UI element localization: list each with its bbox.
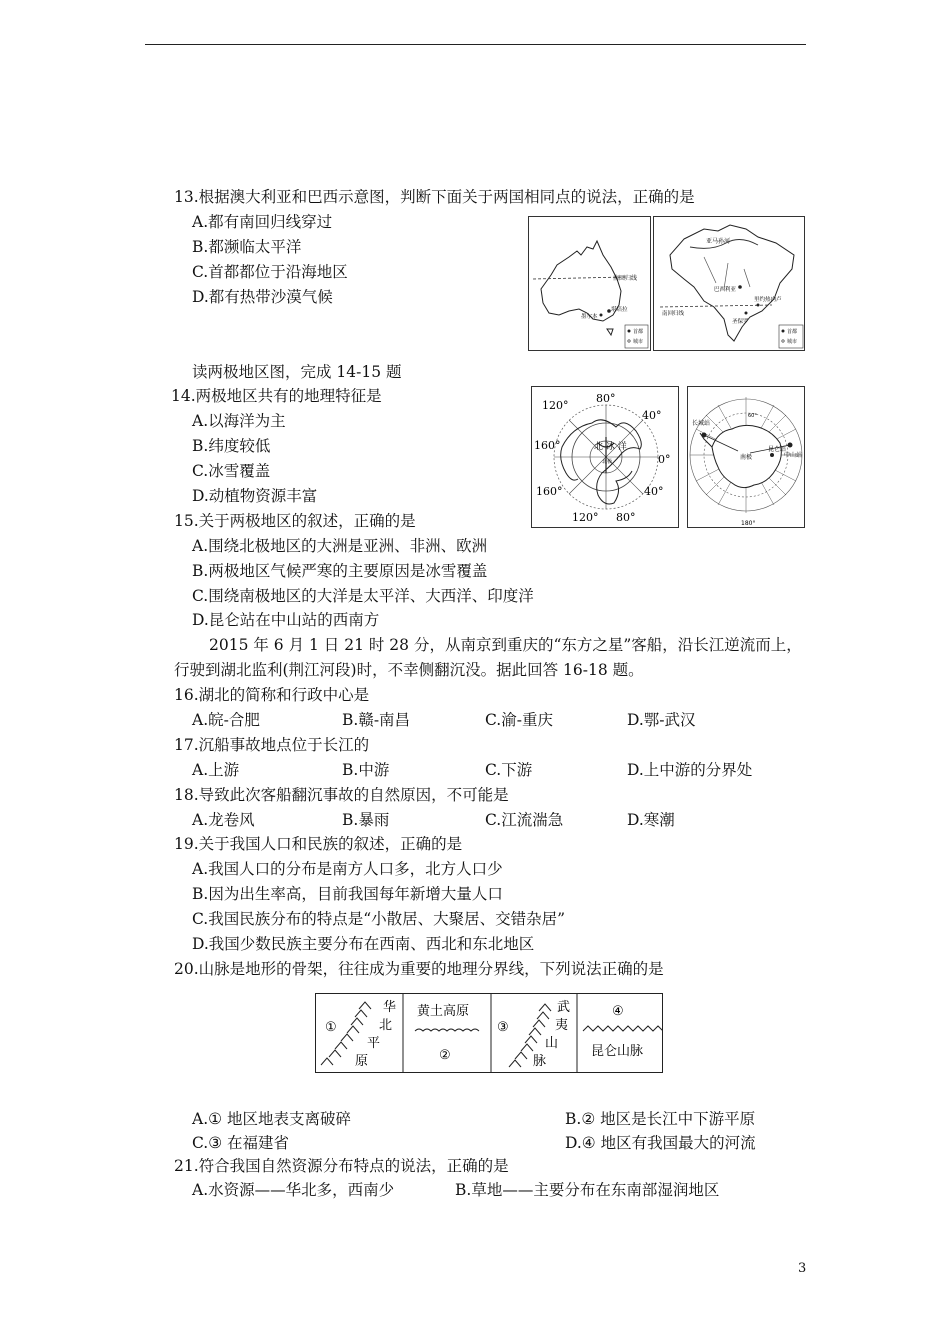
arctic-lon-80-top: 80° — [596, 392, 616, 405]
q15-option-a: A.围绕北极地区的大洲是亚洲、非洲、欧洲 — [192, 537, 488, 555]
q20-stem: 20.山脉是地形的骨架，往往成为重要的地理分界线，下列说法正确的是 — [174, 960, 664, 978]
antarctic-great-wall: 长城站 — [692, 420, 711, 427]
q15-option-b: B.两极地区气候严寒的主要原因是冰雪覆盖 — [192, 562, 488, 580]
q13-option-d: D.都有热带沙漠气候 — [192, 288, 333, 306]
aus-legend-city: 城市 — [633, 339, 644, 345]
bra-label-tropic: 南回归线 — [662, 311, 685, 317]
q16-option-a: A.皖-合肥 — [192, 711, 260, 729]
q14-option-d: D.动植物资源丰富 — [192, 487, 318, 505]
passage-line2: 行驶到湖北监利(荆江河段)时，不幸侧翻沉没。据此回答 16-18 题。 — [174, 661, 644, 679]
q18-option-c: C.江流湍急 — [485, 811, 564, 829]
panel3-char-1: 武 — [557, 1000, 571, 1015]
kunlun-station-icon — [770, 453, 774, 457]
panel1-number: ① — [325, 1020, 337, 1035]
q17-stem: 17.沉船事故地点位于长江的 — [174, 736, 370, 754]
q20-option-c: C.③ 在福建省 — [192, 1134, 290, 1152]
q15-stem: 15.关于两极地区的叙述，正确的是 — [174, 512, 416, 530]
q14-stem: 14.两极地区共有的地理特征是 — [171, 387, 382, 405]
q20-option-a: A.① 地区地表支离破碎 — [192, 1110, 351, 1128]
arctic-lon-120-bottom: 120° — [572, 511, 599, 524]
antarctic-map — [687, 386, 805, 528]
aus-legend-capital: 首都 — [633, 329, 644, 335]
q17-option-d: D.上中游的分界处 — [627, 761, 753, 779]
arctic-lon-80-bottom: 80° — [616, 511, 636, 524]
bra-label-saopaulo: 圣保罗 — [732, 319, 749, 325]
q20-figure — [315, 993, 663, 1073]
arctic-lon-40-top: 40° — [642, 409, 662, 422]
q19-option-a: A.我国人口的分布是南方人口多，北方人口少 — [192, 860, 503, 878]
panel1-char-4: 原 — [355, 1054, 369, 1069]
q13-option-c: C.首都都位于沿海地区 — [192, 263, 348, 281]
antarctic-lon-180: 180° — [741, 520, 756, 527]
arctic-pole-label: 北极 — [602, 459, 613, 465]
antarctic-pole: 南极 — [740, 454, 753, 461]
q15-option-d: D.昆仑站在中山站的西南方 — [192, 611, 380, 629]
passage-line1: 2015 年 6 月 1 日 21 时 28 分，从南京到重庆的“东方之星”客船，沿长江逆流而上， — [209, 636, 802, 654]
panel2-number: ② — [439, 1048, 451, 1063]
saopaulo-city-icon — [745, 312, 748, 315]
aus-tropic-label: 南回归线 — [613, 275, 638, 282]
panel1-char-1: 华 — [383, 1000, 397, 1015]
panel3-char-4: 脉 — [533, 1054, 547, 1069]
panel4-label: 昆仑山脉 — [591, 1044, 644, 1059]
arctic-lon-40-bottom: 40° — [644, 485, 664, 498]
brazil-map — [653, 216, 805, 351]
q13-option-b: B.都濒临太平洋 — [192, 238, 302, 256]
bra-label-rio: 里约热内卢 — [754, 297, 782, 303]
q13-option-a: A.都有南回归线穿过 — [192, 213, 333, 231]
arctic-lon-120-top: 120° — [542, 399, 569, 412]
q21-option-b: B.草地——主要分布在东南部湿润地区 — [455, 1181, 720, 1199]
rio-city-icon — [757, 304, 760, 307]
antarctic-lat-60: 60° — [748, 413, 757, 419]
panel4-number: ④ — [612, 1004, 624, 1019]
q20-option-b: B.② 地区是长江中下游平原 — [565, 1110, 756, 1128]
q19-option-b: B.因为出生率高，目前我国每年新增大量人口 — [192, 885, 503, 903]
antarctic-zhongshan: 中山站 — [784, 452, 803, 459]
arctic-lon-0: 0° — [658, 453, 671, 466]
aus-city-canberra: 堪培拉 — [611, 307, 628, 313]
q17-option-b: B.中游 — [342, 761, 390, 779]
panel1-char-2: 北 — [379, 1018, 393, 1033]
q15-option-c: C.围绕南极地区的大洋是太平洋、大西洋、印度洋 — [192, 587, 534, 605]
panel1-char-3: 平 — [367, 1036, 381, 1051]
q19-stem: 19.关于我国人口和民族的叙述，正确的是 — [174, 835, 463, 853]
melbourne-city-icon — [600, 314, 603, 317]
q18-option-d: D.寒潮 — [627, 811, 675, 829]
q16-stem: 16.湖北的简称和行政中心是 — [174, 686, 370, 704]
q21-stem: 21.符合我国自然资源分布特点的说法，正确的是 — [174, 1157, 509, 1175]
q16-option-d: D.鄂-武汉 — [627, 711, 696, 729]
q14-option-b: B.纬度较低 — [192, 437, 271, 455]
q13-stem: 13.根据澳大利亚和巴西示意图，判断下面关于两国相同点的说法，正确的是 — [174, 188, 695, 206]
arctic-map — [531, 386, 679, 528]
q14-option-a: A.以海洋为主 — [192, 412, 286, 430]
q14-option-c: C.冰雪覆盖 — [192, 462, 271, 480]
intro-14-15: 读两极地区图，完成 14-15 题 — [192, 363, 402, 381]
q19-option-d: D.我国少数民族主要分布在西南、西北和东北地区 — [192, 935, 535, 953]
q16-option-b: B.赣-南昌 — [342, 711, 411, 729]
q18-option-b: B.暴雨 — [342, 811, 390, 829]
q21-option-a: A.水资源——华北多，西南少 — [192, 1181, 395, 1199]
bra-label-amazon: 亚马孙河 — [706, 238, 731, 245]
antarctic-kunlun: 昆仑站 — [768, 446, 787, 453]
panel3-char-2: 夷 — [555, 1018, 569, 1033]
q17-option-a: A.上游 — [192, 761, 240, 779]
header-rule — [145, 44, 806, 45]
australia-map — [528, 216, 651, 351]
q16-option-c: C.渝-重庆 — [485, 711, 553, 729]
capital-legend-icon — [782, 330, 785, 333]
brasilia-capital-icon — [738, 285, 742, 289]
q18-option-a: A.龙卷风 — [192, 811, 255, 829]
panel3-number: ③ — [497, 1020, 509, 1035]
aus-city-melbourne: 墨尔本 — [581, 314, 598, 320]
bra-legend-capital: 首都 — [787, 329, 798, 335]
capital-legend-icon — [628, 330, 631, 333]
q17-option-c: C.下游 — [485, 761, 533, 779]
q19-option-c: C.我国民族分布的特点是“小散居、大聚居、交错杂居” — [192, 910, 566, 928]
bra-legend-city: 城市 — [787, 339, 798, 345]
arctic-ocean-label: 北 冰 洋 — [594, 442, 627, 452]
panel2-title: 黄土高原 — [417, 1004, 470, 1019]
panel3-char-3: 山 — [545, 1036, 559, 1051]
arctic-lon-160-upper: 160° — [534, 439, 561, 452]
q20-option-d: D.④ 地区有我国最大的河流 — [565, 1134, 756, 1152]
q18-stem: 18.导致此次客船翻沉事故的自然原因，不可能是 — [174, 786, 509, 804]
page-number: 3 — [798, 1261, 807, 1276]
arctic-lon-160-lower: 160° — [536, 485, 563, 498]
bra-label-brasilia: 巴西利亚 — [714, 287, 737, 293]
